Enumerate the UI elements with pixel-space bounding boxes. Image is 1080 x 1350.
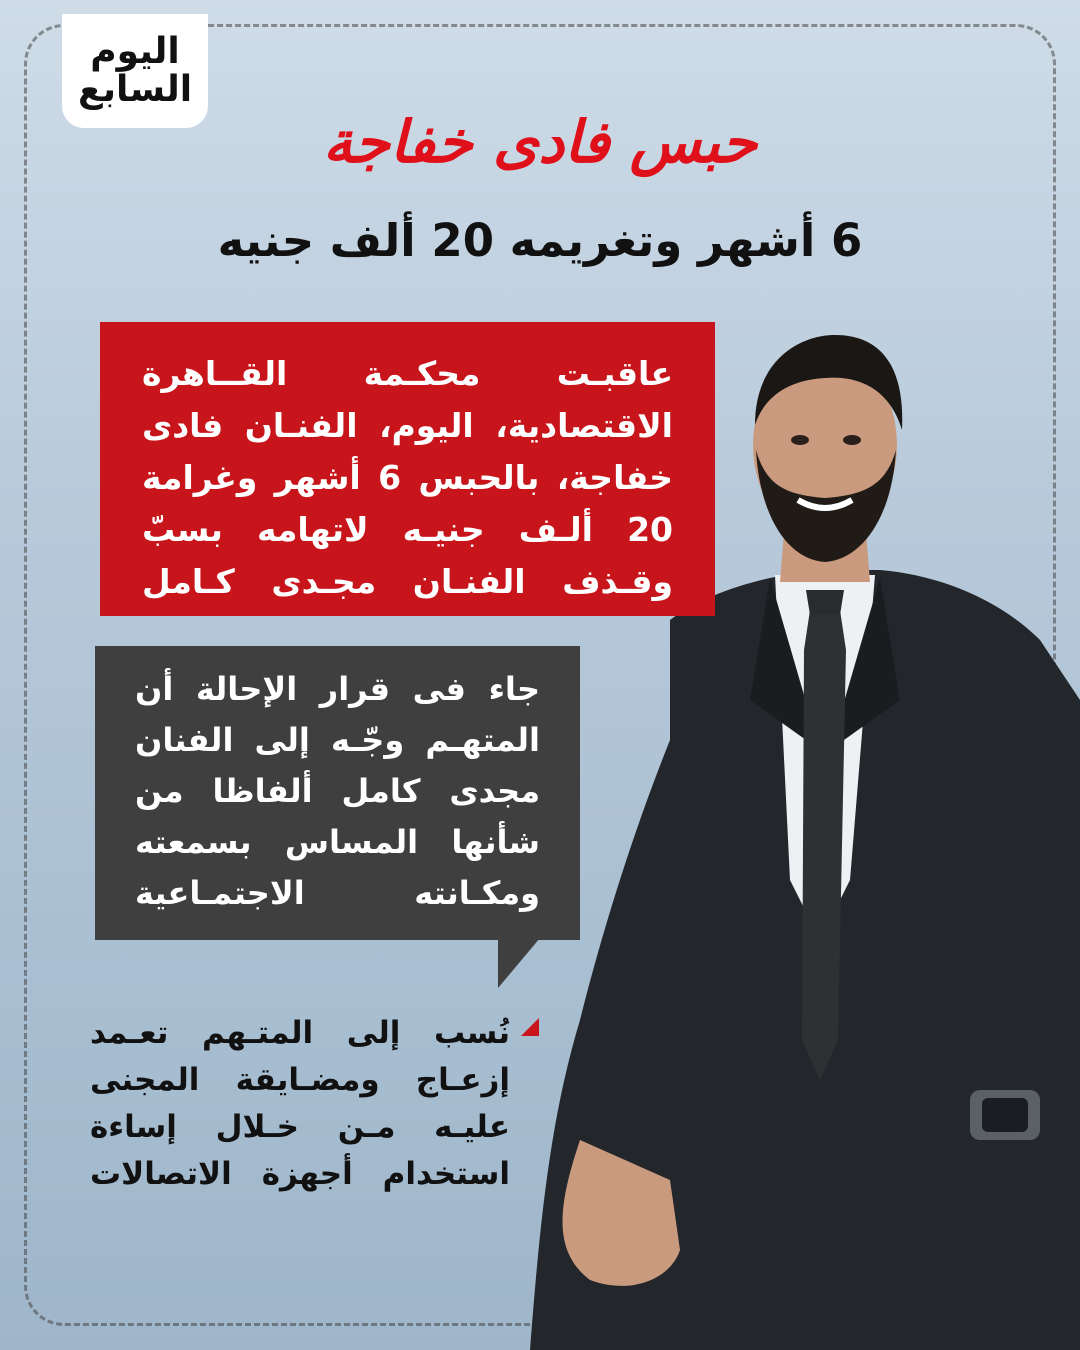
red-box-line: وقـذف الفنـان مجـدى كـامل	[142, 562, 673, 601]
headline-subtitle: 6 أشهر وتغريمه 20 ألف جنيه	[217, 214, 863, 267]
note-line: استخدام أجهزة الاتصالات	[90, 1156, 510, 1192]
red-box-line: عاقبـت محكـمة القــاهرة	[142, 354, 673, 393]
bullet-triangle-icon	[521, 1018, 539, 1036]
note-line: عليـه مـن خـلال إساءة	[90, 1109, 510, 1145]
gray-box-line: مجدى كامل ألفاظا من	[135, 772, 540, 810]
red-box-line: خفاجة، بالحبس 6 أشهر وغرامة	[142, 458, 673, 497]
details-speech-box	[95, 646, 580, 940]
red-box-line: 20 ألـف جنيـه لاتهامه بسبّ	[142, 510, 673, 549]
summary-red-box	[100, 322, 715, 616]
gray-box-line: ومكـانته الاجتمـاعية	[135, 874, 540, 912]
logo-line-1: اليوم	[90, 31, 180, 72]
gray-box-line: جاء فى قرار الإحالة أن	[135, 670, 540, 708]
note-line: نُسب إلى المتـهم تعـمد	[90, 1015, 510, 1051]
gray-box-line: شأنها المساس بسمعته	[135, 823, 540, 861]
headline-title: حبس فادى خفاجة	[322, 108, 758, 176]
red-box-line: الاقتصادية، اليوم، الفنـان فادى	[142, 406, 673, 445]
note-line: إزعـاج ومضـايقة المجنى	[90, 1062, 510, 1098]
charge-note	[90, 1010, 510, 1198]
logo-line-2: السابع	[77, 69, 193, 110]
speech-pointer	[498, 938, 540, 988]
gray-box-line: المتهـم وجّـه إلى الفنان	[135, 721, 540, 759]
